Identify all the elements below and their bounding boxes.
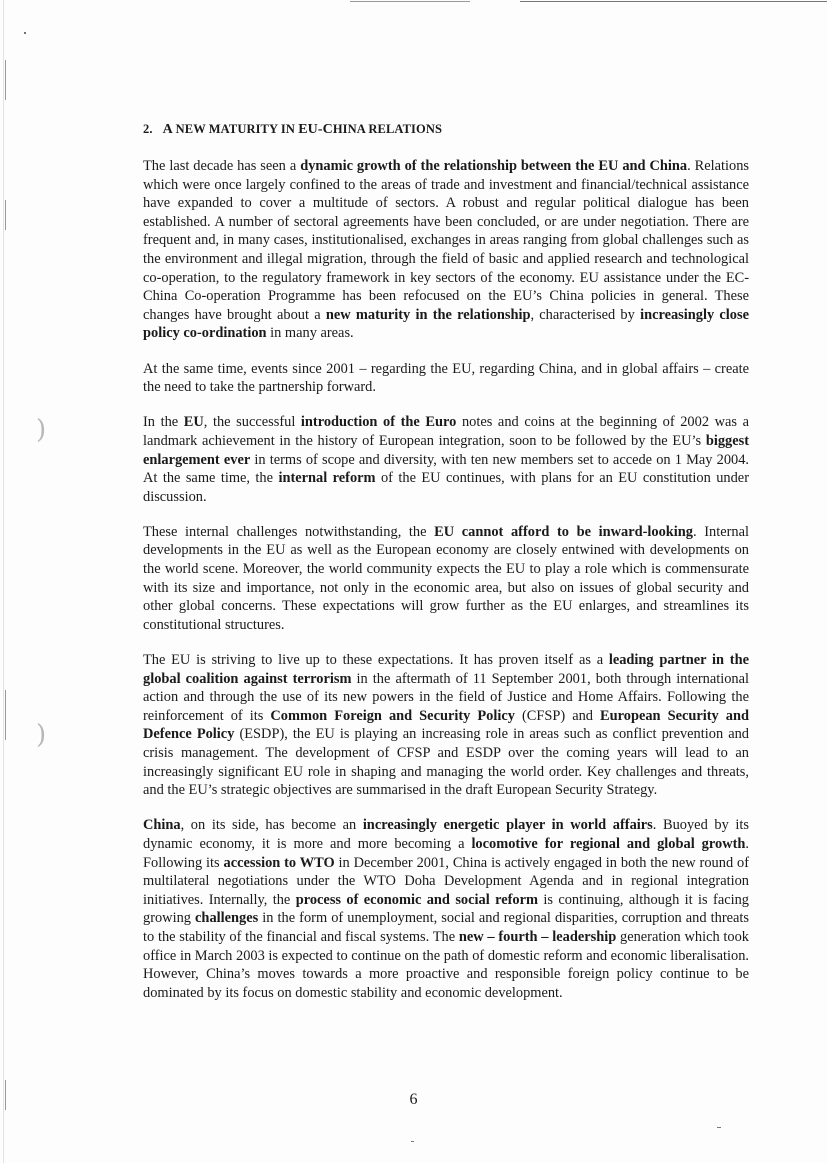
scan-artifact-mark [5, 200, 6, 230]
scan-artifact-dot [24, 32, 26, 34]
emphasis-text: biggest enlargement ever [143, 432, 749, 468]
paragraph-text: In the [143, 414, 184, 431]
body-paragraph [143, 816, 749, 1002]
section-title-part: HINA RELATIONS [332, 122, 442, 136]
scan-artifact-mark [5, 690, 6, 740]
emphasis-text: dynamic growth of the relationship between the EU and China [300, 158, 688, 174]
paragraph-text: generation which took office in March 2003 is expected to continue on the path of domestic reform and economic liberalisation. However, China’s moves towards a more proactive and responsible foreign policy continue to be dominated by its focus on domestic stability and economic development. [143, 928, 749, 1001]
paragraph-text: in terms of scope and diversity, with ten new members set to accede on 1 May 2004. At the same time, the [143, 451, 749, 487]
body-paragraph [143, 413, 749, 506]
emphasis-text: challenges [195, 910, 259, 927]
emphasis-text: Common Foreign and Security Policy [270, 707, 515, 724]
emphasis-text: increasingly energetic player in world affairs [362, 817, 653, 834]
paragraph-text: , the successful [203, 414, 301, 431]
paragraph-text: . Following its [143, 835, 749, 871]
section-title-part: EU-C [298, 122, 333, 137]
emphasis-text: increasingly close policy co-ordination [143, 306, 749, 342]
paragraph-text: The last decade has seen a [143, 158, 301, 174]
paragraph-text: in the form of unemployment, social and regional disparities, corruption and threats to the stability of the financial and fiscal systems. The [143, 910, 749, 945]
section-title-part: NEW MATURITY IN [175, 122, 299, 136]
emphasis-text: process of economic and social reform [295, 891, 538, 908]
paragraph-text: . Internal developments in the EU as well as the European economy are closely entwined with developments on the world scene. Moreover, the world community expects the EU to play a role which is commensurate with its size and importance, not only in the economic area, but also on issues of global security and other global concerns. These expectations will grow further as the EU enlarges, and streamlines its constitutional structures. [143, 523, 749, 633]
section-title-part: A [162, 122, 176, 137]
paragraph-text: At the same time, events since 2001 – regarding the EU, regarding China, and in global affairs – create the need to take the partnership forward. [143, 360, 749, 396]
emphasis-text: locomotive for regional and global growth [471, 835, 746, 852]
paragraph-text: (CFSP) and [514, 707, 601, 724]
punch-hole-mark: ) [36, 415, 47, 445]
paragraph-text: of the EU continues, with plans for an EU constitution under discussion. [143, 470, 749, 505]
emphasis-text: EU cannot afford to be inward-looking [434, 523, 693, 540]
paragraph-text: (ESDP), the EU is playing an increasing role in areas such as conflict prevention and crisis management. The development of CFSP and ESDP over the coming years will lead to an increasingly significant EU role in shaping and managing the world order. Key challenges and threats, and the EU’s strategic objectives are summarised in the draft European Security Strategy. [143, 726, 749, 799]
emphasis-text: China [143, 817, 181, 834]
scan-artifact-tick [411, 1141, 414, 1142]
paragraph-text: , characterised by [530, 306, 641, 323]
scan-artifact-tick [717, 1127, 721, 1128]
punch-hole-mark: ) [36, 720, 47, 750]
section-number: 2. [143, 122, 153, 136]
emphasis-text: new – fourth – leadership [458, 928, 617, 945]
paragraph-text: These internal challenges notwithstanding, the [143, 523, 435, 540]
emphasis-text: introduction of the Euro [300, 414, 457, 431]
body-paragraph [143, 360, 749, 397]
page-number: 6 [409, 1091, 418, 1108]
paragraph-text: , on its side, has become an [180, 817, 363, 834]
paragraph-text: . Relations which were once largely confined to the areas of trade and investment and financial/technical assistance have expanded to cover a multitude of sectors. A robust and regular political dialogue has been established. A number of sectoral agreements have been concluded, or are under negotiation. There are frequent and, in many cases, institutionalised, exchanges in areas ranging from global challenges such as the environment and illegal migration, through the field of basic and applied research and technological co-operation, to the regulatory framework in key sectors of the economy. EU assistance under the EC-China Co-operation Programme has been refocused on the EU’s China policies in general. These changes have brought about a [143, 158, 749, 323]
body-paragraph [143, 157, 749, 343]
emphasis-text: European Security and Defence Policy [143, 707, 749, 743]
body-paragraphs [143, 157, 749, 1002]
scan-artifact-edge [3, 0, 4, 1163]
emphasis-text: leading partner in the global coalition against terrorism [143, 652, 749, 687]
paragraph-text: . Buoyed by its dynamic economy, it is more and more becoming a [143, 817, 749, 852]
emphasis-text: new maturity in the relationship [325, 306, 531, 323]
emphasis-text: internal reform [278, 470, 376, 487]
paragraph-text: in December 2001, China is actively engaged in both the new round of multilateral negotiations under the WTO Doha Development Agenda and in regional integration initiatives. Internally, the [143, 854, 749, 908]
section-title [163, 122, 442, 136]
body-paragraph [143, 651, 749, 800]
scan-artifact-line [520, 1, 827, 2]
body-paragraph [143, 523, 749, 635]
section-heading [143, 121, 749, 138]
paragraph-text: The EU is striving to live up to these expectations. It has proven itself as a [143, 652, 609, 669]
paragraph-text: in the aftermath of 11 September 2001, both through international action and through the use of its new powers in the field of Justice and Home Affairs. Following the reinforcement of its [143, 670, 749, 724]
paragraph-text: in many areas. [266, 325, 354, 342]
paragraph-text: is continuing, although it is facing growing [143, 891, 749, 927]
scan-artifact-mark [5, 60, 6, 100]
emphasis-text: accession to WTO [223, 854, 335, 871]
emphasis-text: EU [183, 414, 204, 431]
main-content [143, 121, 749, 1019]
scan-artifact-line [350, 1, 470, 2]
paragraph-text: notes and coins at the beginning of 2002 was a landmark achievement in the history of European integration, soon to be followed by the EU’s [143, 414, 749, 449]
